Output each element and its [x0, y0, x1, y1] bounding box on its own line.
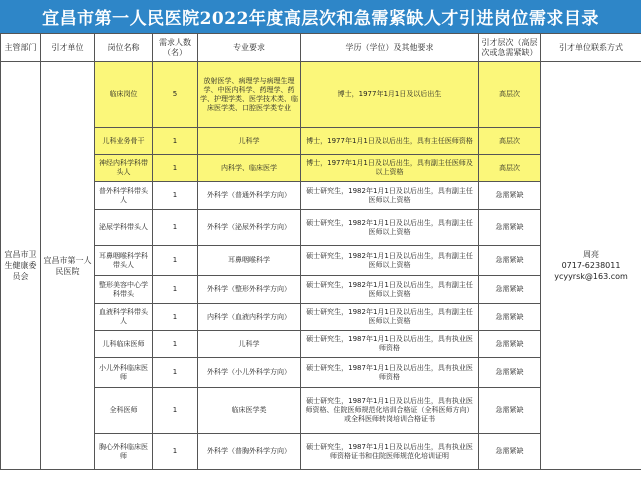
- header-dept: 主管部门: [1, 34, 41, 62]
- level-cell: 高层次: [479, 128, 541, 155]
- edu-cell: 硕士研究生，1982年1月1日及以后出生，具有副主任医师以上资格: [301, 210, 479, 246]
- edu-cell: 硕士研究生，1982年1月1日及以后出生，具有副主任医师以上资格: [301, 246, 479, 276]
- major-cell: 内科学、临床医学: [198, 155, 301, 182]
- count-cell: 1: [153, 155, 198, 182]
- position-cell: 耳鼻咽喉科学科带头人: [95, 246, 153, 276]
- header-count: 需求人数（名）: [153, 34, 198, 62]
- edu-cell: 硕士研究生，1987年1月1日及以后出生，具有执业医师资格: [301, 331, 479, 358]
- major-cell: 外科学（整形外科学方向）: [198, 276, 301, 304]
- major-cell: 耳鼻咽喉科学: [198, 246, 301, 276]
- dept-cell: 宜昌市卫生健康委员会: [1, 62, 41, 470]
- major-cell: 放射医学、病理学与病理生理学、中医内科学、药理学、药学、护理学类、医学技术类、临床医学类、口腔医学类专业: [198, 62, 301, 128]
- major-cell: 内科学（血液内科学方向）: [198, 304, 301, 331]
- major-cell: 外科学（泌尿外科学方向）: [198, 210, 301, 246]
- major-cell: 临床医学类: [198, 388, 301, 434]
- header-edu: 学历（学位）及其他要求: [301, 34, 479, 62]
- count-cell: 1: [153, 304, 198, 331]
- major-cell: 儿科学: [198, 128, 301, 155]
- header-contact: 引才单位联系方式: [541, 34, 641, 62]
- level-cell: 急需紧缺: [479, 210, 541, 246]
- position-cell: 临床岗位: [95, 62, 153, 128]
- header-position: 岗位名称: [95, 34, 153, 62]
- level-cell: 急需紧缺: [479, 388, 541, 434]
- count-cell: 5: [153, 62, 198, 128]
- level-cell: 高层次: [479, 62, 541, 128]
- count-cell: 1: [153, 210, 198, 246]
- level-cell: 急需紧缺: [479, 331, 541, 358]
- positions-table: [0, 33, 641, 470]
- position-cell: 整形美容中心学科带头: [95, 276, 153, 304]
- major-cell: 儿科学: [198, 331, 301, 358]
- count-cell: 1: [153, 182, 198, 210]
- edu-cell: 硕士研究生，1982年1月1日及以后出生，具有副主任医师以上资格: [301, 182, 479, 210]
- count-cell: 1: [153, 434, 198, 470]
- level-cell: 急需紧缺: [479, 304, 541, 331]
- count-cell: 1: [153, 128, 198, 155]
- edu-cell: 博士，1977年1月1日及以后出生，具有副主任医师及以上资格: [301, 155, 479, 182]
- edu-cell: 硕士研究生，1987年1月1日及以后出生，具有执业医师资格: [301, 358, 479, 388]
- level-cell: 急需紧缺: [479, 182, 541, 210]
- table-header-row: [1, 34, 641, 62]
- count-cell: 1: [153, 246, 198, 276]
- position-cell: 血液科学科带头人: [95, 304, 153, 331]
- level-cell: 急需紧缺: [479, 246, 541, 276]
- edu-cell: 硕士研究生，1987年1月1日及以后出生，具有执业医师资格证书和住院医师规范化培训证明: [301, 434, 479, 470]
- position-cell: 神经内科学科带头人: [95, 155, 153, 182]
- position-cell: 普外科学科带头人: [95, 182, 153, 210]
- level-cell: 高层次: [479, 155, 541, 182]
- count-cell: 1: [153, 276, 198, 304]
- position-cell: 儿科临床医师: [95, 331, 153, 358]
- position-cell: 全科医师: [95, 388, 153, 434]
- table-row: [1, 62, 641, 128]
- count-cell: 1: [153, 331, 198, 358]
- edu-cell: 硕士研究生，1987年1月1日及以后出生，具有执业医师资格、住院医师规范化培训合格证（全科医师方向）或全科医师转岗培训合格证书: [301, 388, 479, 434]
- edu-cell: 硕士研究生，1982年1月1日及以后出生，具有副主任医师以上资格: [301, 276, 479, 304]
- level-cell: 急需紧缺: [479, 358, 541, 388]
- major-cell: 外科学（普胸外科学方向）: [198, 434, 301, 470]
- header-unit: 引才单位: [41, 34, 95, 62]
- edu-cell: 博士，1977年1月1日及以后出生，具有主任医师资格: [301, 128, 479, 155]
- edu-cell: 硕士研究生，1982年1月1日及以后出生，具有副主任医师以上资格: [301, 304, 479, 331]
- position-cell: 胸心外科临床医师: [95, 434, 153, 470]
- count-cell: 1: [153, 388, 198, 434]
- contact-email[interactable]: ycyyrsk@163.com: [554, 272, 628, 281]
- unit-cell: 宜昌市第一人民医院: [41, 62, 95, 470]
- count-cell: 1: [153, 358, 198, 388]
- contact-phone: 0717-6238011: [561, 261, 621, 270]
- major-cell: 外科学（普通外科学方向）: [198, 182, 301, 210]
- page-title: 宜昌市第一人民医院2022年度高层次和急需紧缺人才引进岗位需求目录: [0, 0, 641, 33]
- header-major: 专业要求: [198, 34, 301, 62]
- level-cell: 急需紧缺: [479, 434, 541, 470]
- major-cell: 外科学（小儿外科学方向）: [198, 358, 301, 388]
- position-cell: 小儿外科临床医师: [95, 358, 153, 388]
- edu-cell: 博士，1977年1月1日及以后出生: [301, 62, 479, 128]
- header-level: 引才层次（高层次或急需紧缺）: [479, 34, 541, 62]
- contact-name: 周亮: [583, 250, 599, 259]
- position-cell: 儿科业务骨干: [95, 128, 153, 155]
- contact-cell: [541, 62, 641, 470]
- position-cell: 泌尿学科带头人: [95, 210, 153, 246]
- level-cell: 急需紧缺: [479, 276, 541, 304]
